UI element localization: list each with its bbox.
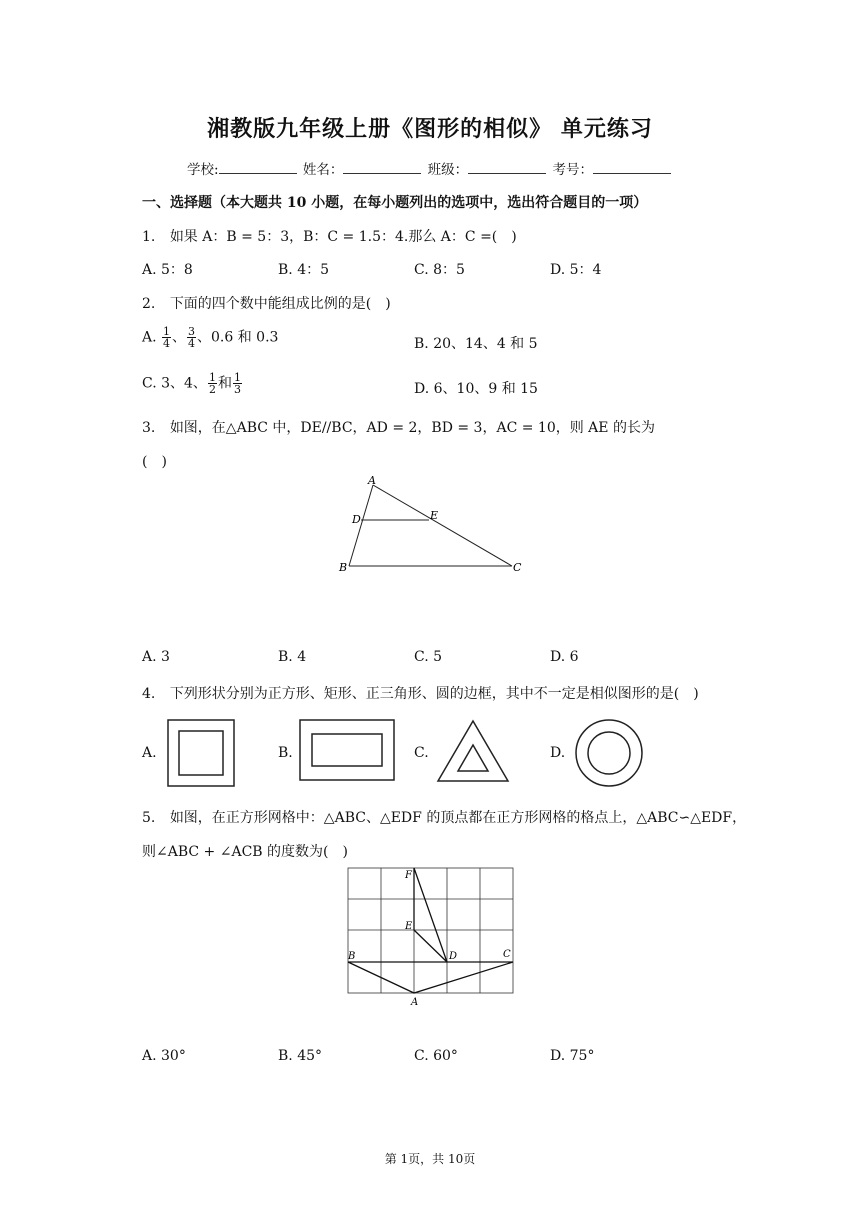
question-4-number: 4. [142,686,156,702]
question-3-text: 如图，在△ABC 中，DE//BC，AD = 2，BD = 3，AC = 10，则 AE 的长为 [169,420,655,436]
label-e: E [430,509,439,522]
triangle-abc-figure [330,472,530,582]
label-b: B [339,561,348,574]
label-e: E [405,921,413,932]
q2-option-b: B. 20、14、4 和 5 [414,336,538,352]
q1-option-d: D. 5：4 [550,262,602,278]
circle-frame-icon [574,718,644,788]
question-5 [142,807,746,827]
q2-option-c-mid: 和 [217,375,232,392]
label-f: F [405,870,412,881]
number-blank [593,161,671,174]
q2-option-d: D. 6、10、9 和 15 [414,381,538,397]
q3-option-a: A. 3 [142,649,170,665]
student-info-line [0,158,860,178]
side-ac [373,485,512,566]
question-5-text-2: 则∠ABC + ∠ACB 的度数为( ) [142,844,348,860]
triangle-abc [348,962,513,993]
triangle-frame-icon [436,719,510,783]
label-b: B [348,951,356,962]
question-5-text: 如图，在正方形网格中：△ABC、△EDF 的顶点都在正方形网格的格点上，△ABC∽△EDF， [169,810,747,826]
question-2 [142,293,391,313]
question-4 [142,683,699,703]
question-1-text: 如果 A：B = 5：3，B：C = 1.5：4.那么 A：C =( ) [169,229,517,245]
q2-option-a: A. $\frac{1}{4}$ 、 $\frac{3}{4}$ 、0.6 和 0.3 [142,325,279,350]
q1-option-b: B. 4：5 [278,262,330,278]
question-3 [142,417,655,437]
q2-option-c-prefix: C. 3、4、 [142,375,207,392]
question-3-paren: ( ) [142,454,167,470]
q2-option-a-rest: 、0.6 和 0.3 [197,329,279,346]
class-blank [468,161,546,174]
question-3-number: 3. [142,420,156,436]
fraction-one-third: $\frac{1}{3}$ [233,371,241,396]
q4-option-a-label: A. [142,745,157,761]
q2-option-a-prefix: A. [142,329,157,346]
q2-option-c [142,372,243,395]
number-label: 考号： [552,162,593,178]
label-d: D [449,951,458,962]
page-title: 湘教版九年级上册《图形的相似》 单元练习 [207,116,653,142]
name-label: 姓名： [302,162,344,178]
q1-option-c: C. 8：5 [414,262,465,278]
school-blank [219,161,297,174]
question-1-number: 1. [142,229,156,245]
question-2-text: 下面的四个数中能组成比例的是( ) [169,296,391,312]
fraction-three-quarters: $\frac{3}{4}$ [188,325,196,350]
triangle-edf [414,868,447,962]
q4-option-c-label: C. [414,745,429,761]
q4-option-b-label: B. [278,745,293,761]
question-1 [142,226,517,246]
rectangle-frame-icon [298,718,396,782]
fraction-one-quarter: $\frac{1}{4}$ [163,325,171,350]
grid-similar-triangles-figure [340,862,525,1012]
q3-option-b: B. 4 [278,649,307,665]
page-footer: 第 1页，共 10页 [384,1152,476,1166]
school-label: 学校: [187,162,219,178]
label-c: C [513,561,522,574]
square-frame-icon [166,718,236,788]
label-a: A [411,997,419,1008]
q5-option-c: C. 60° [414,1048,458,1064]
question-2-number: 2. [142,296,156,312]
fraction-one-half: $\frac{1}{2}$ [208,371,216,396]
q4-option-d-label: D. [550,745,566,761]
question-5-number: 5. [142,810,156,826]
q5-option-a: A. 30° [142,1048,186,1064]
section-heading: 一、选择题（本大题共 10 小题，在每小题列出的选项中，选出符合题目的一项） [142,195,648,211]
class-label: 班级： [427,162,469,178]
label-a: A [368,474,376,487]
q5-option-b: B. 45° [278,1048,323,1064]
question-4-text: 下列形状分别为正方形、矩形、正三角形、圆的边框，其中不一定是相似图形的是( ) [169,686,699,702]
q3-option-c: C. 5 [414,649,443,665]
name-blank [343,161,421,174]
label-d: D [352,513,361,526]
q5-option-d: D. 75° [550,1048,595,1064]
label-c: C [503,949,511,960]
q1-option-a: A. 5：8 [142,262,193,278]
q3-option-d: D. 6 [550,649,579,665]
